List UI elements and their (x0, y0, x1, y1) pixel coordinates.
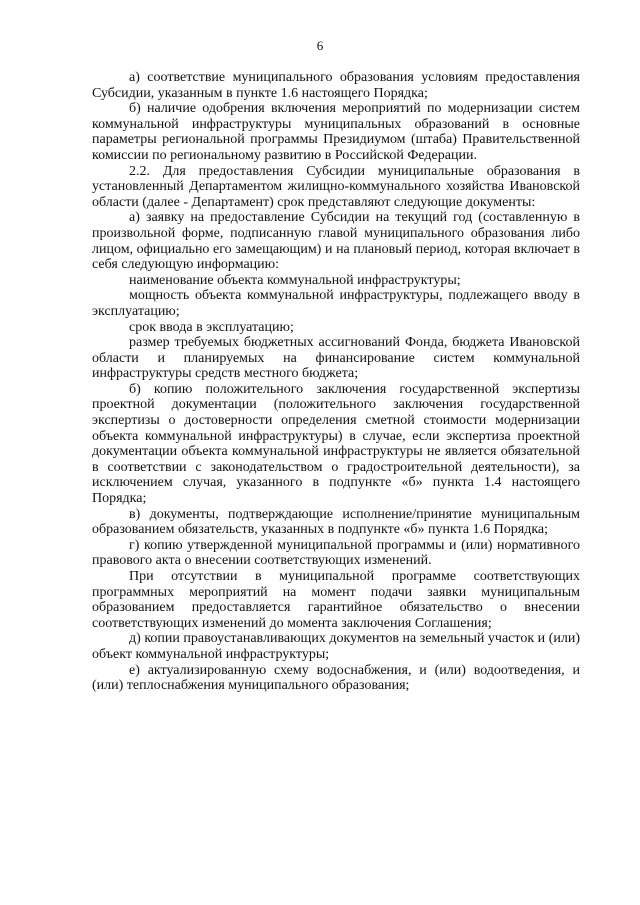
paragraph-2-2-b: б) копию положительного заключения государственной экспертизы проектной документации (положительного заключения государственной экспертизы о достоверности определения сметной стоимости модернизации объекта коммунальной инфраструктуры) в случае, если экспертиза проектной документации объекта коммунальной инфраструктуры не является обязательной в соответствии с законодательством о градостроительной деятельности), за исключением случая, указанного в подпункте «б» пункта 1.4 настоящего Порядка; (92, 381, 580, 507)
paragraph-2-1-b: б) наличие одобрения включения мероприятий по модернизации систем коммунальной инфраструктуры муниципальных образований в основные параметры региональной программы Президиумом (штаба) Правительственной комиссии по региональному развитию в Российской Федерации. (92, 101, 580, 163)
document-body (92, 70, 580, 694)
info-item-capacity: мощность объекта коммунальной инфраструктуры, подлежащего вводу в эксплуатацию; (92, 288, 580, 319)
info-item-commissioning-date: срок ввода в эксплуатацию; (129, 319, 294, 335)
info-item-budget: размер требуемых бюджетных ассигнований Фонда, бюджета Ивановской области и планируемых на финансирование систем коммунальной инфраструктуры средств местного бюджета; (92, 335, 580, 382)
paragraph-2-1-a: а) соответствие муниципального образования условиям предоставления Субсидии, указанным в пункте 1.6 настоящего Порядка; (92, 70, 580, 101)
paragraph-guarantee: При отсутствии в муниципальной программе соответствующих программных мероприятий на момент подачи заявки муниципальным образованием предоставляется гарантийное обязательство о внесении соответствующих изменений до момента заключения Соглашения; (92, 569, 580, 631)
paragraph-2-2-a: а) заявку на предоставление Субсидии на текущий год (составленную в произвольной форме, подписанную главой муниципального образования либо лицом, официально его замещающим) и на плановый период, которая включает в себя следующую информацию: (92, 210, 580, 273)
paragraph-2-2-g: г) копию утвержденной муниципальной программы и (или) нормативного правового акта о внесении соответствующих изменений. (92, 537, 580, 569)
paragraph-2-2-e: е) актуализированную схему водоснабжения, и (или) водоотведения, и (или) теплоснабжения муниципального образования; (92, 662, 580, 694)
paragraph-2-2-d: д) копии правоустанавливающих документов на земельный участок и (или) объект коммунальной инфраструктуры; (92, 631, 580, 662)
info-item-object-name: наименование объекта коммунальной инфраструктуры; (129, 272, 461, 288)
paragraph-2-2-v: в) документы, подтверждающие исполнение/принятие муниципальным образованием обязательств, указанных в подпункте «б» пункта 1.6 Порядка; (92, 506, 580, 538)
paragraph-2-2: 2.2. Для предоставления Субсидии муниципальные образования в установленный Департаментом жилищно-коммунального хозяйства Ивановской области (далее - Департамент) срок представляют следующие документы: (92, 163, 580, 210)
page-number: 6 (316, 38, 324, 53)
